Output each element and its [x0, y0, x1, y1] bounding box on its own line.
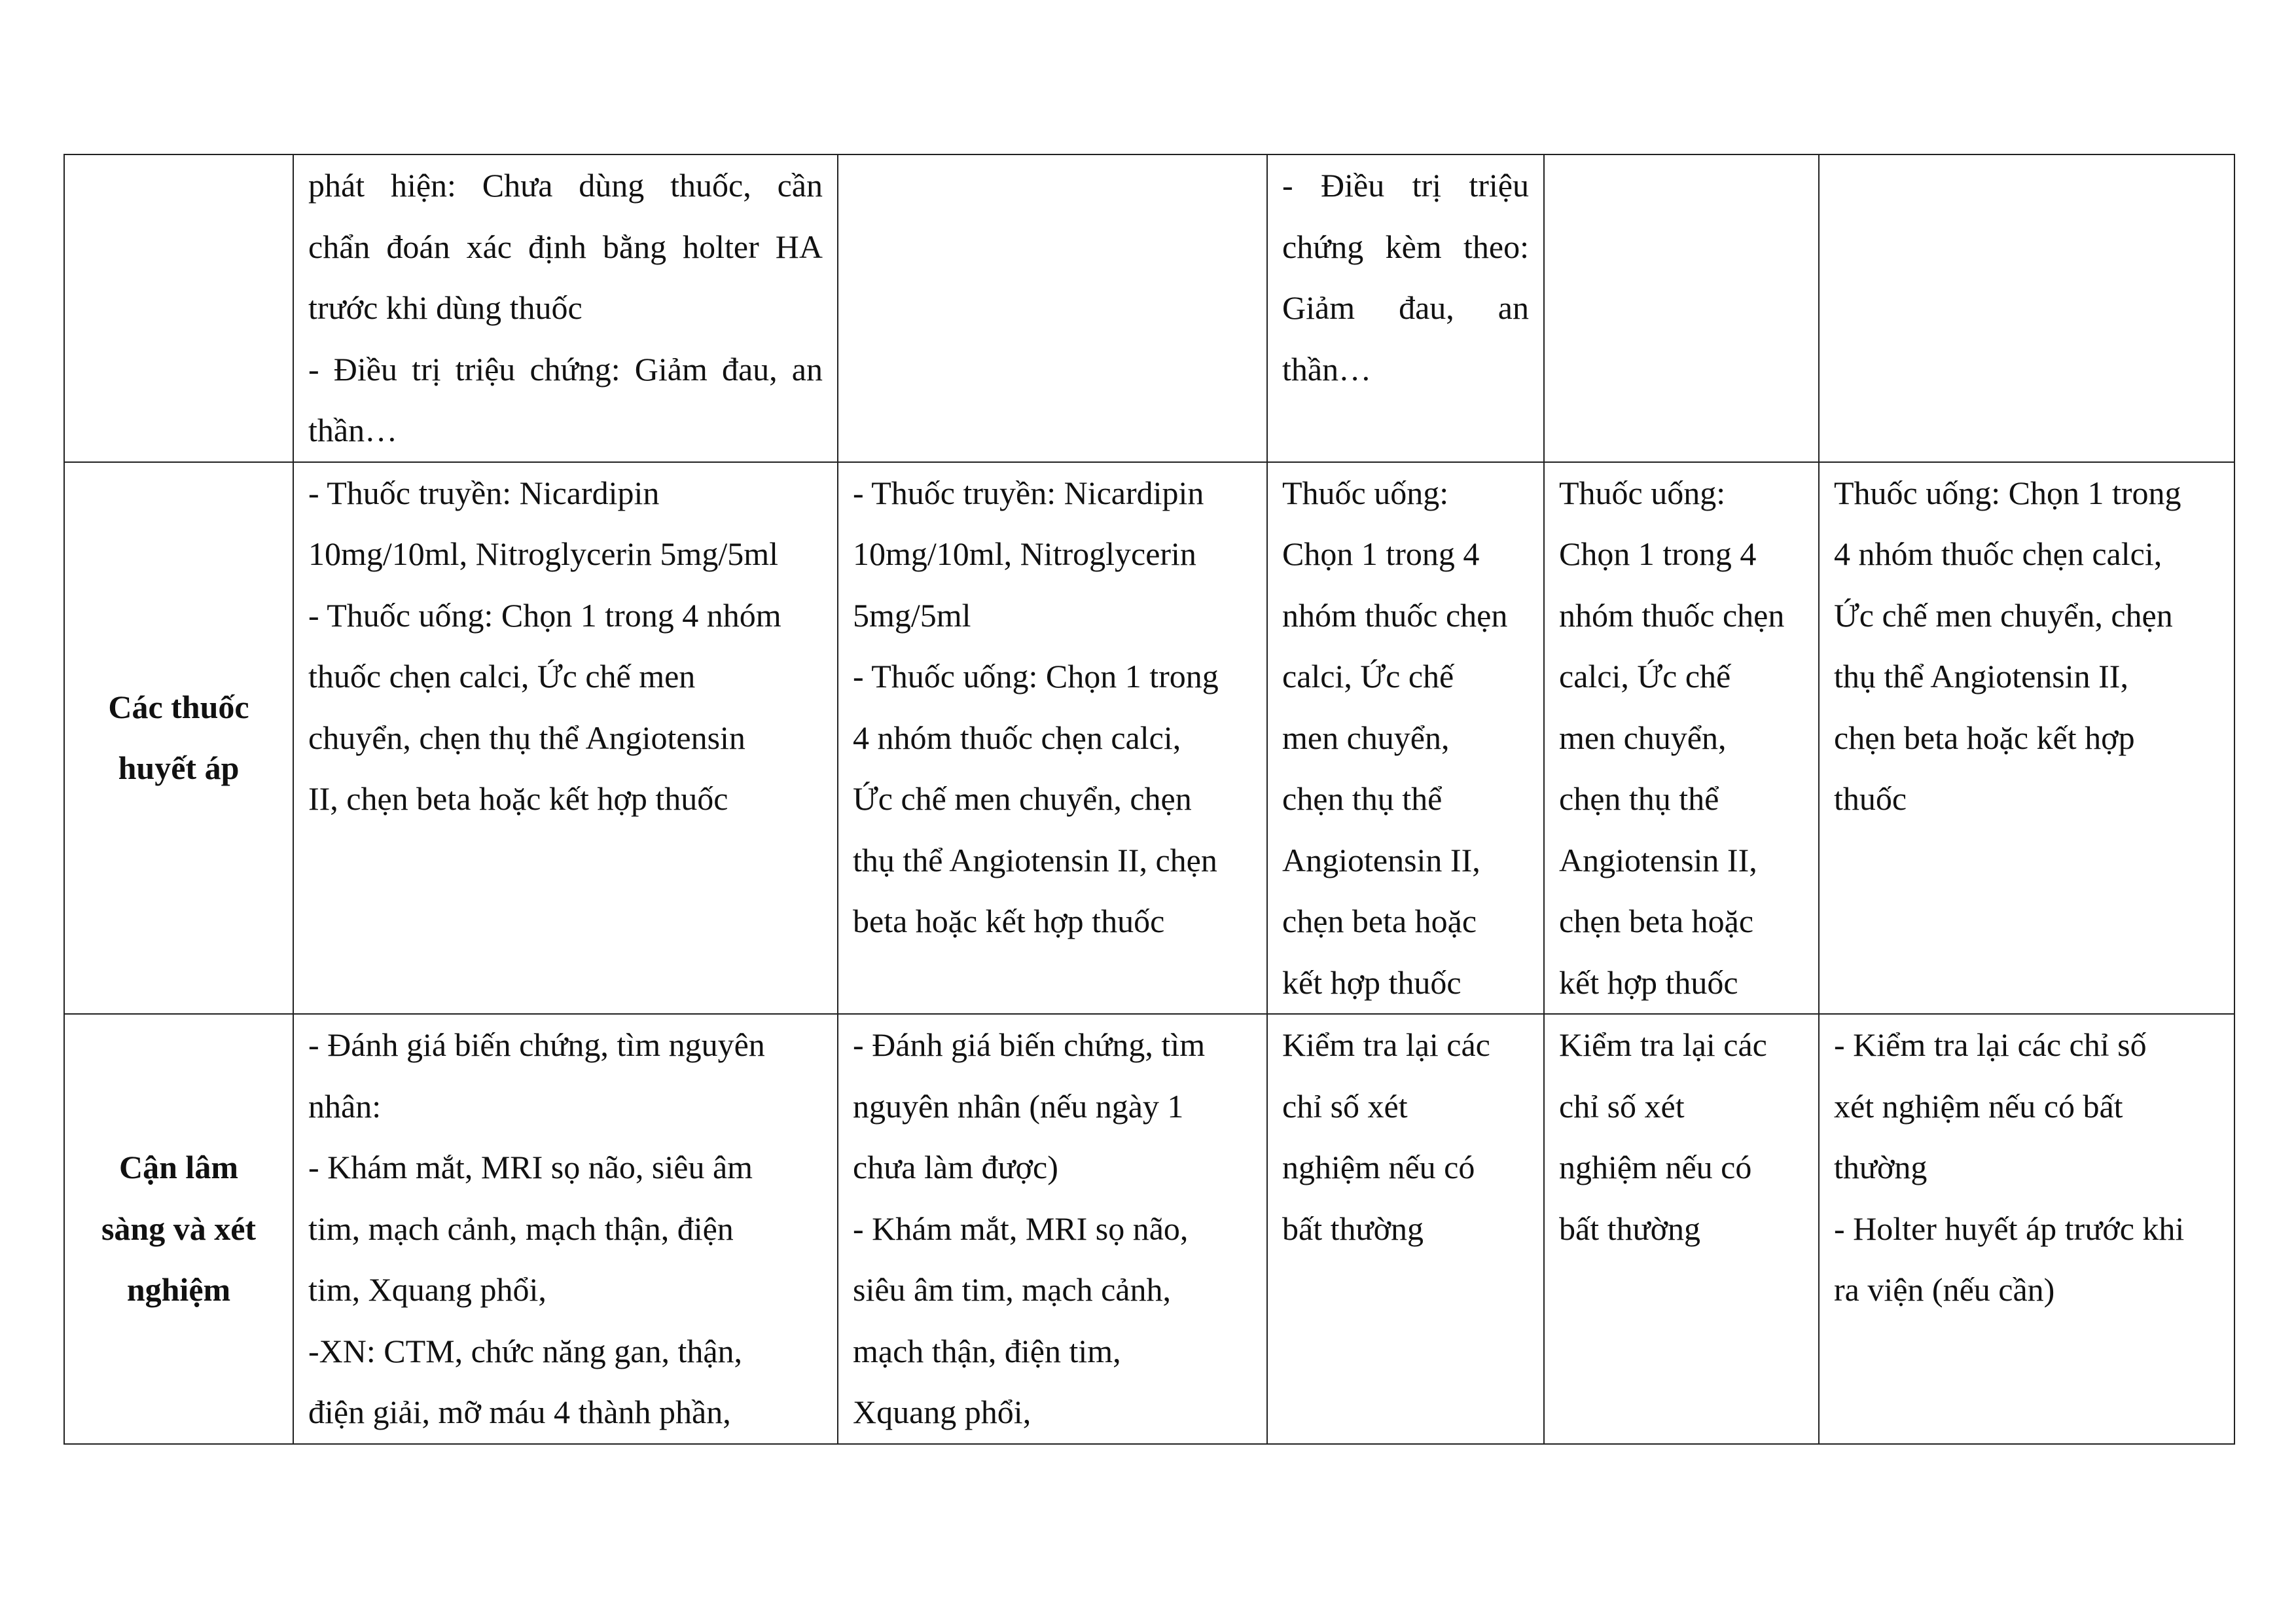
- cell-line: bất thường: [1559, 1210, 1701, 1247]
- table-cell: [1267, 1014, 1544, 1444]
- cell-line: tim, mạch cảnh, mạch thận, điện: [308, 1210, 734, 1247]
- cell-line: tim, Xquang phổi,: [308, 1271, 547, 1308]
- cell-line: Ức chế men chuyển, chẹn: [853, 780, 1192, 817]
- cell-line: thụ thể Angiotensin II, chẹn: [853, 841, 1217, 878]
- cell-line: Thuốc uống:: [1559, 474, 1726, 511]
- cell-line: phát hiện: Chưa dùng thuốc, cần: [308, 167, 823, 204]
- row-header: [64, 154, 293, 462]
- cell-line: chẹn beta hoặc: [1559, 903, 1754, 939]
- table-cell: [1267, 154, 1544, 462]
- cell-line: - Thuốc truyền: Nicardipin: [308, 474, 660, 511]
- cell-line: kết hợp thuốc: [1559, 964, 1738, 1001]
- table-cell: [293, 154, 838, 462]
- cell-line: 4 nhóm thuốc chẹn calci,: [853, 719, 1181, 756]
- table-cell: [1819, 462, 2234, 1015]
- cell-line: thụ thể Angiotensin II,: [1834, 658, 2128, 695]
- cell-line: điện giải, mỡ máu 4 thành phần,: [308, 1394, 731, 1430]
- cell-line: beta hoặc kết hợp thuốc: [853, 903, 1165, 939]
- row-header: [64, 1014, 293, 1444]
- row-header-line: nghiệm: [126, 1271, 231, 1308]
- cell-line: nghiệm nếu có: [1559, 1149, 1752, 1185]
- cell-line: nhân:: [308, 1087, 382, 1125]
- cell-line: men chuyển,: [1559, 719, 1727, 756]
- cell-line: Thuốc uống: Chọn 1 trong: [1834, 474, 2181, 511]
- cell-line: mạch thận, điện tim,: [853, 1332, 1121, 1369]
- cell-line: siêu âm tim, mạch cảnh,: [853, 1271, 1171, 1308]
- cell-line: - Điều trị triệu chứng: Giảm đau, an: [308, 350, 823, 388]
- cell-line: Angiotensin II,: [1559, 841, 1757, 878]
- cell-line: chưa làm được): [853, 1149, 1058, 1185]
- table-cell: [838, 154, 1267, 462]
- cell-line: Xquang phổi,: [853, 1394, 1031, 1430]
- table-cell: [1819, 154, 2234, 462]
- cell-line: ra viện (nếu cần): [1834, 1271, 2055, 1308]
- cell-line: - Khám mắt, MRI sọ não,: [853, 1210, 1189, 1247]
- cell-line: chẹn thụ thể: [1282, 780, 1443, 817]
- table-cell: [1544, 1014, 1819, 1444]
- cell-line: calci, Ức chế: [1282, 658, 1454, 695]
- row-header: [64, 462, 293, 1015]
- table-cell: [293, 1014, 838, 1444]
- cell-line: thần…: [1282, 350, 1372, 388]
- cell-line: Thuốc uống:: [1282, 474, 1449, 511]
- cell-line: chẹn beta hoặc: [1282, 903, 1477, 939]
- cell-line: chứng kèm theo:: [1282, 228, 1529, 265]
- table-row: [64, 462, 2234, 1015]
- cell-line: xét nghiệm nếu có bất: [1834, 1087, 2123, 1125]
- cell-line: Kiểm tra lại các: [1282, 1026, 1490, 1063]
- table-row: [64, 154, 2234, 462]
- cell-line: nhóm thuốc chẹn: [1559, 596, 1785, 634]
- cell-line: nhóm thuốc chẹn: [1282, 596, 1508, 634]
- cell-line: chẹn beta hoặc kết hợp: [1834, 719, 2135, 756]
- cell-line: chỉ số xét: [1559, 1087, 1685, 1125]
- cell-line: thần…: [308, 412, 398, 448]
- cell-line: 4 nhóm thuốc chẹn calci,: [1834, 535, 2162, 572]
- cell-line: - Đánh giá biến chứng, tìm nguyên: [308, 1026, 765, 1063]
- table-cell: [1819, 1014, 2234, 1444]
- cell-line: - Thuốc uống: Chọn 1 trong: [853, 658, 1219, 695]
- cell-line: - Đánh giá biến chứng, tìm: [853, 1026, 1206, 1063]
- table-cell: [838, 1014, 1267, 1444]
- cell-line: nghiệm nếu có: [1282, 1149, 1475, 1185]
- cell-line: 10mg/10ml, Nitroglycerin 5mg/5ml: [308, 535, 778, 572]
- cell-line: Angiotensin II,: [1282, 841, 1480, 878]
- cell-line: trước khi dùng thuốc: [308, 289, 583, 326]
- cell-line: Kiểm tra lại các: [1559, 1026, 1767, 1063]
- cell-line: calci, Ức chế: [1559, 658, 1731, 695]
- table-cell: [1544, 462, 1819, 1015]
- cell-line: chỉ số xét: [1282, 1087, 1408, 1125]
- table-cell: [293, 462, 838, 1015]
- cell-line: thường: [1834, 1149, 1928, 1185]
- cell-line: bất thường: [1282, 1210, 1424, 1247]
- cell-line: men chuyển,: [1282, 719, 1450, 756]
- cell-line: - Thuốc uống: Chọn 1 trong 4 nhóm: [308, 596, 781, 634]
- row-header-line: sàng và xét: [101, 1210, 257, 1247]
- cell-line: Giảm đau, an: [1282, 289, 1529, 326]
- cell-line: - Thuốc truyền: Nicardipin: [853, 474, 1204, 511]
- cell-line: chẹn thụ thể: [1559, 780, 1719, 817]
- table-cell: [838, 462, 1267, 1015]
- cell-line: - Kiểm tra lại các chỉ số: [1834, 1026, 2147, 1063]
- treatment-table: [63, 154, 2235, 1445]
- cell-line: Chọn 1 trong 4: [1282, 535, 1480, 572]
- cell-line: II, chẹn beta hoặc kết hợp thuốc: [308, 780, 728, 817]
- row-header-line: Cận lâm: [119, 1149, 238, 1186]
- cell-line: - Holter huyết áp trước khi: [1834, 1210, 2185, 1247]
- row-header-line: huyết áp: [118, 749, 240, 787]
- cell-line: 5mg/5ml: [853, 596, 971, 634]
- cell-line: - Điều trị triệu: [1282, 167, 1529, 204]
- cell-line: chuyển, chẹn thụ thể Angiotensin: [308, 719, 745, 756]
- table-cell: [1544, 154, 1819, 462]
- table-row: [64, 1014, 2234, 1444]
- row-header-line: Các thuốc: [108, 688, 249, 725]
- cell-line: - Khám mắt, MRI sọ não, siêu âm: [308, 1149, 753, 1185]
- cell-line: nguyên nhân (nếu ngày 1: [853, 1087, 1184, 1125]
- table-cell: [1267, 462, 1544, 1015]
- cell-line: 10mg/10ml, Nitroglycerin: [853, 535, 1196, 572]
- cell-line: chẩn đoán xác định bằng holter HA: [308, 228, 823, 265]
- cell-line: thuốc chẹn calci, Ức chế men: [308, 658, 696, 695]
- cell-line: Ức chế men chuyển, chẹn: [1834, 596, 2173, 634]
- cell-line: kết hợp thuốc: [1282, 964, 1462, 1001]
- cell-line: thuốc: [1834, 780, 1907, 817]
- cell-line: -XN: CTM, chức năng gan, thận,: [308, 1332, 743, 1369]
- cell-line: Chọn 1 trong 4: [1559, 535, 1757, 572]
